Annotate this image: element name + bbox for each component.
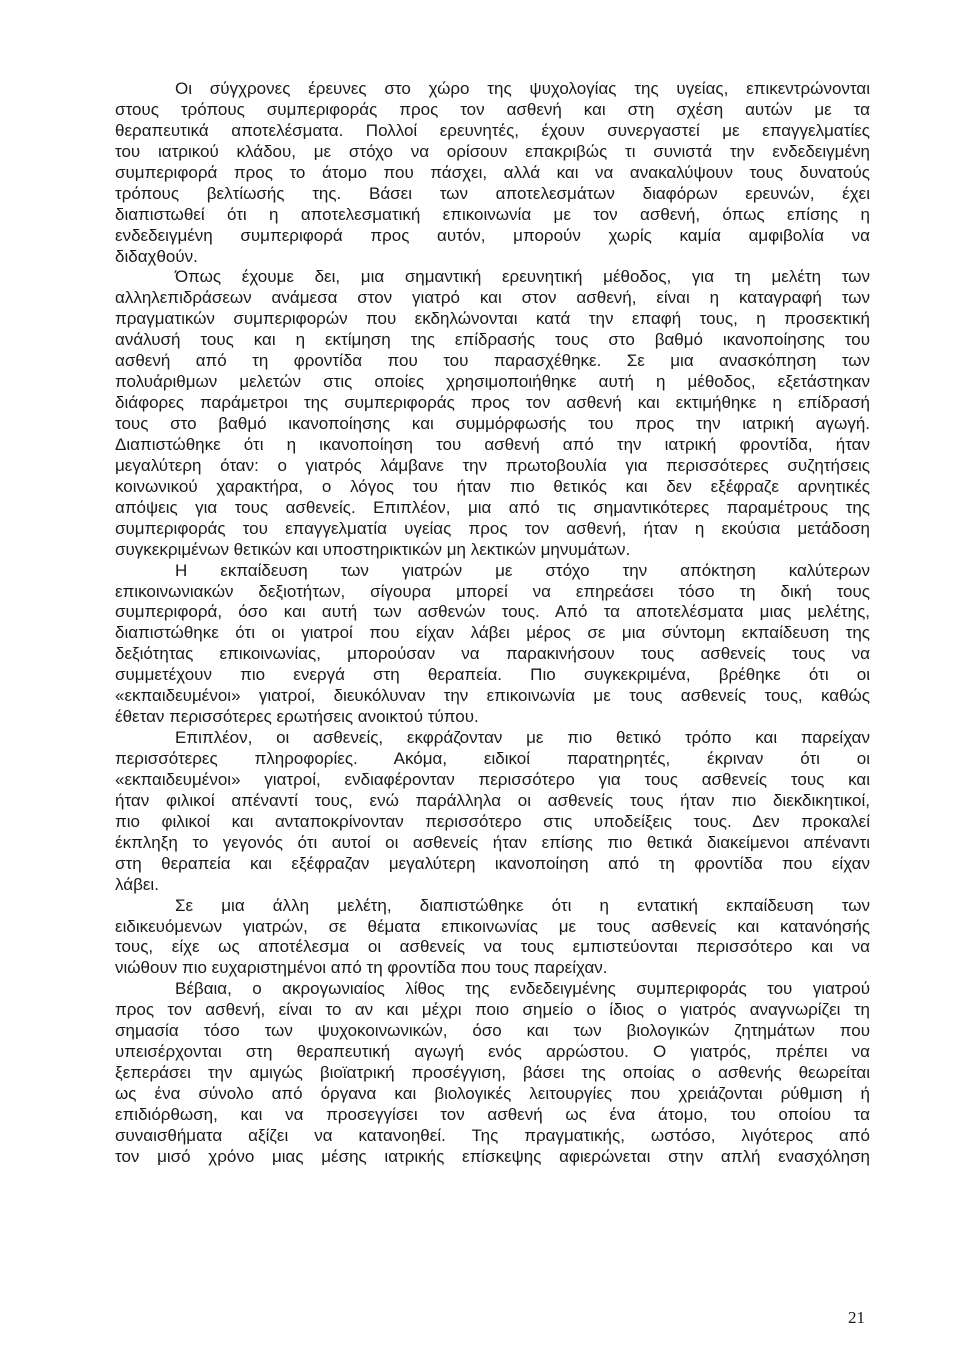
text-line: κοινωνικού χαρακτήρα, ο λόγος του ήταν πιο θετικός και δεν εξέφραζε αρνητικές — [115, 476, 870, 496]
document-body — [115, 79, 870, 1168]
text-line: συμπεριφορά, όσο και αυτή των ασθενών τους. Από τα αποτελέσματα μιας μελέτης, — [115, 602, 870, 622]
text-line: ειδικευόμενων γιατρών, σε θέματα επικοινωνίας με τους ασθενείς και κατανόησής — [115, 916, 870, 936]
text-line: συναισθήματα αξίζει να κατανοηθεί. Της πραγματικής, ωστόσο, λιγότερος από — [115, 1125, 870, 1145]
text-line: συγκεκριμένων θετικών και υποστηρικτικών μη λεκτικών μηνυμάτων. — [115, 539, 631, 559]
text-line: ως ένα σύνολο από όργανα και βιολογικές λειτουργίες που χρειάζονται ρύθμιση ή — [115, 1084, 870, 1103]
text-line: λάβει. — [115, 874, 159, 894]
text-line: πιο φιλικοί και ανταποκρίνονταν περισσότερο στις υποδείξεις τους. Δεν προκαλεί — [115, 811, 870, 831]
text-line: στη θεραπεία και εξέφραζαν μεγαλύτερη ικανοποίηση από τη φροντίδα που είχαν — [115, 853, 870, 873]
text-line: έθεταν περισσότερες ερωτήσεις ανοικτού τύπου. — [115, 707, 479, 727]
text-line: Βέβαια, ο ακρογωνιαίος λίθος της ενδεδειγμένης συμπεριφοράς του γιατρού — [175, 979, 870, 999]
text-line: στους τρόπους συμπεριφοράς προς τον ασθενή και στη σχέση αυτών με τα — [115, 99, 870, 119]
text-line: του ιατρικού κλάδου, με στόχο να ορίσουν επακριβώς τι συνιστά την ενδεδειγμένη — [115, 141, 870, 161]
text-line: υπεισέρχονται στη θεραπευτική αγωγή ενός αρρώστου. Ο γιατρός, πρέπει να — [115, 1042, 870, 1062]
text-line: συμπεριφορά προς το άτομο που πάσχει, αλλά και να ανακαλύψουν τους δυνατούς — [115, 162, 870, 182]
text-line: ήταν φιλικοί απέναντί τους, ενώ παράλληλα οι ασθενείς τους ήταν πιο διεκδικητικοί, — [115, 790, 870, 810]
text-line: Σε μια άλλη μελέτη, διαπιστώθηκε ότι η εντατική εκπαίδευση των — [175, 895, 870, 915]
text-line: προς τον ασθενή, είναι το αν και μέχρι ποιο σημείο ο ίδιος ο γιατρός αναγνωρίζει τη — [115, 1000, 870, 1020]
text-line: Διαπιστώθηκε ότι η ικανοποίηση του ασθενή από την ιατρική φροντίδα, ήταν — [115, 434, 870, 454]
text-line: περισσότερες πληροφορίες. Ακόμα, ειδικοί παρατηρητές, έκριναν ότι οι — [115, 749, 870, 768]
text-line: σημασία τόσο των ψυχοκοινωνικών, όσο και των βιολογικών ζητημάτων που — [115, 1021, 870, 1041]
text-line: Όπως έχουμε δει, μια σημαντική ερευνητική μέθοδος, για τη μελέτη των — [175, 267, 870, 287]
text-line: θεραπευτικά αποτελέσματα. Πολλοί ερευνητές, έχουν συνεργαστεί με επαγγελματίες — [115, 120, 870, 140]
text-line: πολυάριθμων μελετών στις οποίες χρησιμοποιήθηκε αυτή η μέθοδος, εξετάστηκαν — [115, 372, 870, 392]
text-line: Οι σύγχρονες έρευνες στο χώρο της ψυχολογίας της υγείας, επικεντρώνονται — [175, 79, 870, 98]
text-line: τους, είχε ως αποτέλεσμα οι ασθενείς να τους εμπιστεύονται περισσότερο και να — [115, 937, 870, 957]
text-line: διαπιστωθεί ότι η αποτελεσματική επικοινωνία με τον ασθενή, όπως επίσης η — [115, 204, 870, 224]
text-line: αλληλεπιδράσεων ανάμεσα στον γιατρό και στον ασθενή, είναι η καταγραφή των — [115, 288, 870, 308]
text-line: δεξιότητας επικοινωνίας, μπορούσαν να παρακινήσουν τους ασθενείς τους να — [115, 644, 870, 664]
text-line: «εκπαιδευμένοι» γιατροί, ενδιαφέρονταν περισσότερο για τους ασθενείς τους και — [115, 769, 870, 789]
text-line: διδαχθούν. — [115, 246, 198, 266]
text-line: ξεπεράσει την αμιγώς βιοϊατρική προσέγγιση, βάσει της οποίας ο ασθενής θεωρείται — [115, 1063, 870, 1083]
text-line: διαπιστώθηκε ότι οι γιατροί που είχαν λάβει μέρος σε μια σύντομη εκπαίδευση της — [115, 623, 870, 643]
text-line: τον μισό χρόνο μιας μέσης ιατρικής επίσκεψης αφιερώνεται στην απλή ενασχόληση — [115, 1146, 870, 1166]
text-line: συμπεριφοράς του επαγγελματία υγείας προς τον ασθενή, ήταν η εκούσια μετάδοση — [115, 518, 870, 538]
text-line: επικοινωνιακών δεξιοτήτων, σίγουρα μπορεί να επηρεάσει τόσο τη δική τους — [115, 581, 870, 601]
text-line: συμμετέχουν πιο ενεργά στη θεραπεία. Πιο συγκεκριμένα, βρέθηκε ότι οι — [115, 665, 870, 685]
text-line: Επιπλέον, οι ασθενείς, εκφράζονταν με πιο θετικό τρόπο και παρείχαν — [175, 728, 870, 748]
text-line: πραγματικών συμπεριφορών που εκδηλώνονται κατά την επαφή τους, η προσεκτική — [115, 309, 870, 329]
text-line: επιδιόρθωση, και να προσεγγίσει τον ασθενή ως ένα άτομο, του οποίου τα — [115, 1104, 870, 1124]
text-line: τους στο βαθμό ικανοποίησης και συμμόρφωσής του προς την ιατρική αγωγή. — [115, 414, 870, 433]
text-line: Η εκπαίδευση των γιατρών με στόχο την απόκτηση καλύτερων — [175, 560, 870, 580]
text-line: μεγαλύτερη όταν: ο γιατρός λάμβανε την πρωτοβουλία για περισσότερες συζητήσεις — [115, 455, 870, 475]
text-line: τρόπους βελτίωσής της. Βάσει των αποτελεσμάτων διαφόρων ερευνών, έχει — [115, 183, 870, 203]
text-line: «εκπαιδευμένοι» γιατροί, διευκόλυναν την επικοινωνία με τους ασθενείς τους, καθώς — [115, 686, 870, 706]
text-line: ανάλυσή τους και η εκτίμηση της επίδρασής τους στο βαθμό ικανοποίησης του — [115, 330, 870, 350]
text-line: ασθενή από τη φροντίδα που του παρασχέθηκε. Σε μια ανασκόπηση των — [115, 351, 870, 371]
text-line: ενδεδειγμένη συμπεριφορά προς αυτόν, μπορούν χωρίς καμία αμφιβολία να — [115, 225, 870, 245]
text-line: έκπληξη το γεγονός ότι αυτοί οι ασθενείς ήταν επίσης πιο θετικά διακείμενοι απέναντι — [115, 832, 870, 852]
text-line: απόψεις για τους ασθενείς. Επιπλέον, μια από τις σημαντικότερες παραμέτρους της — [115, 497, 870, 517]
page-number: 21 — [848, 1308, 865, 1327]
text-line: διάφορες παράμετροι της συμπεριφοράς προς τον ασθενή και εκτιμήθηκε η επίδρασή — [115, 393, 870, 413]
text-line: νιώθουν πιο ευχαριστημένοι από τη φροντίδα που τους παρείχαν. — [115, 958, 608, 978]
